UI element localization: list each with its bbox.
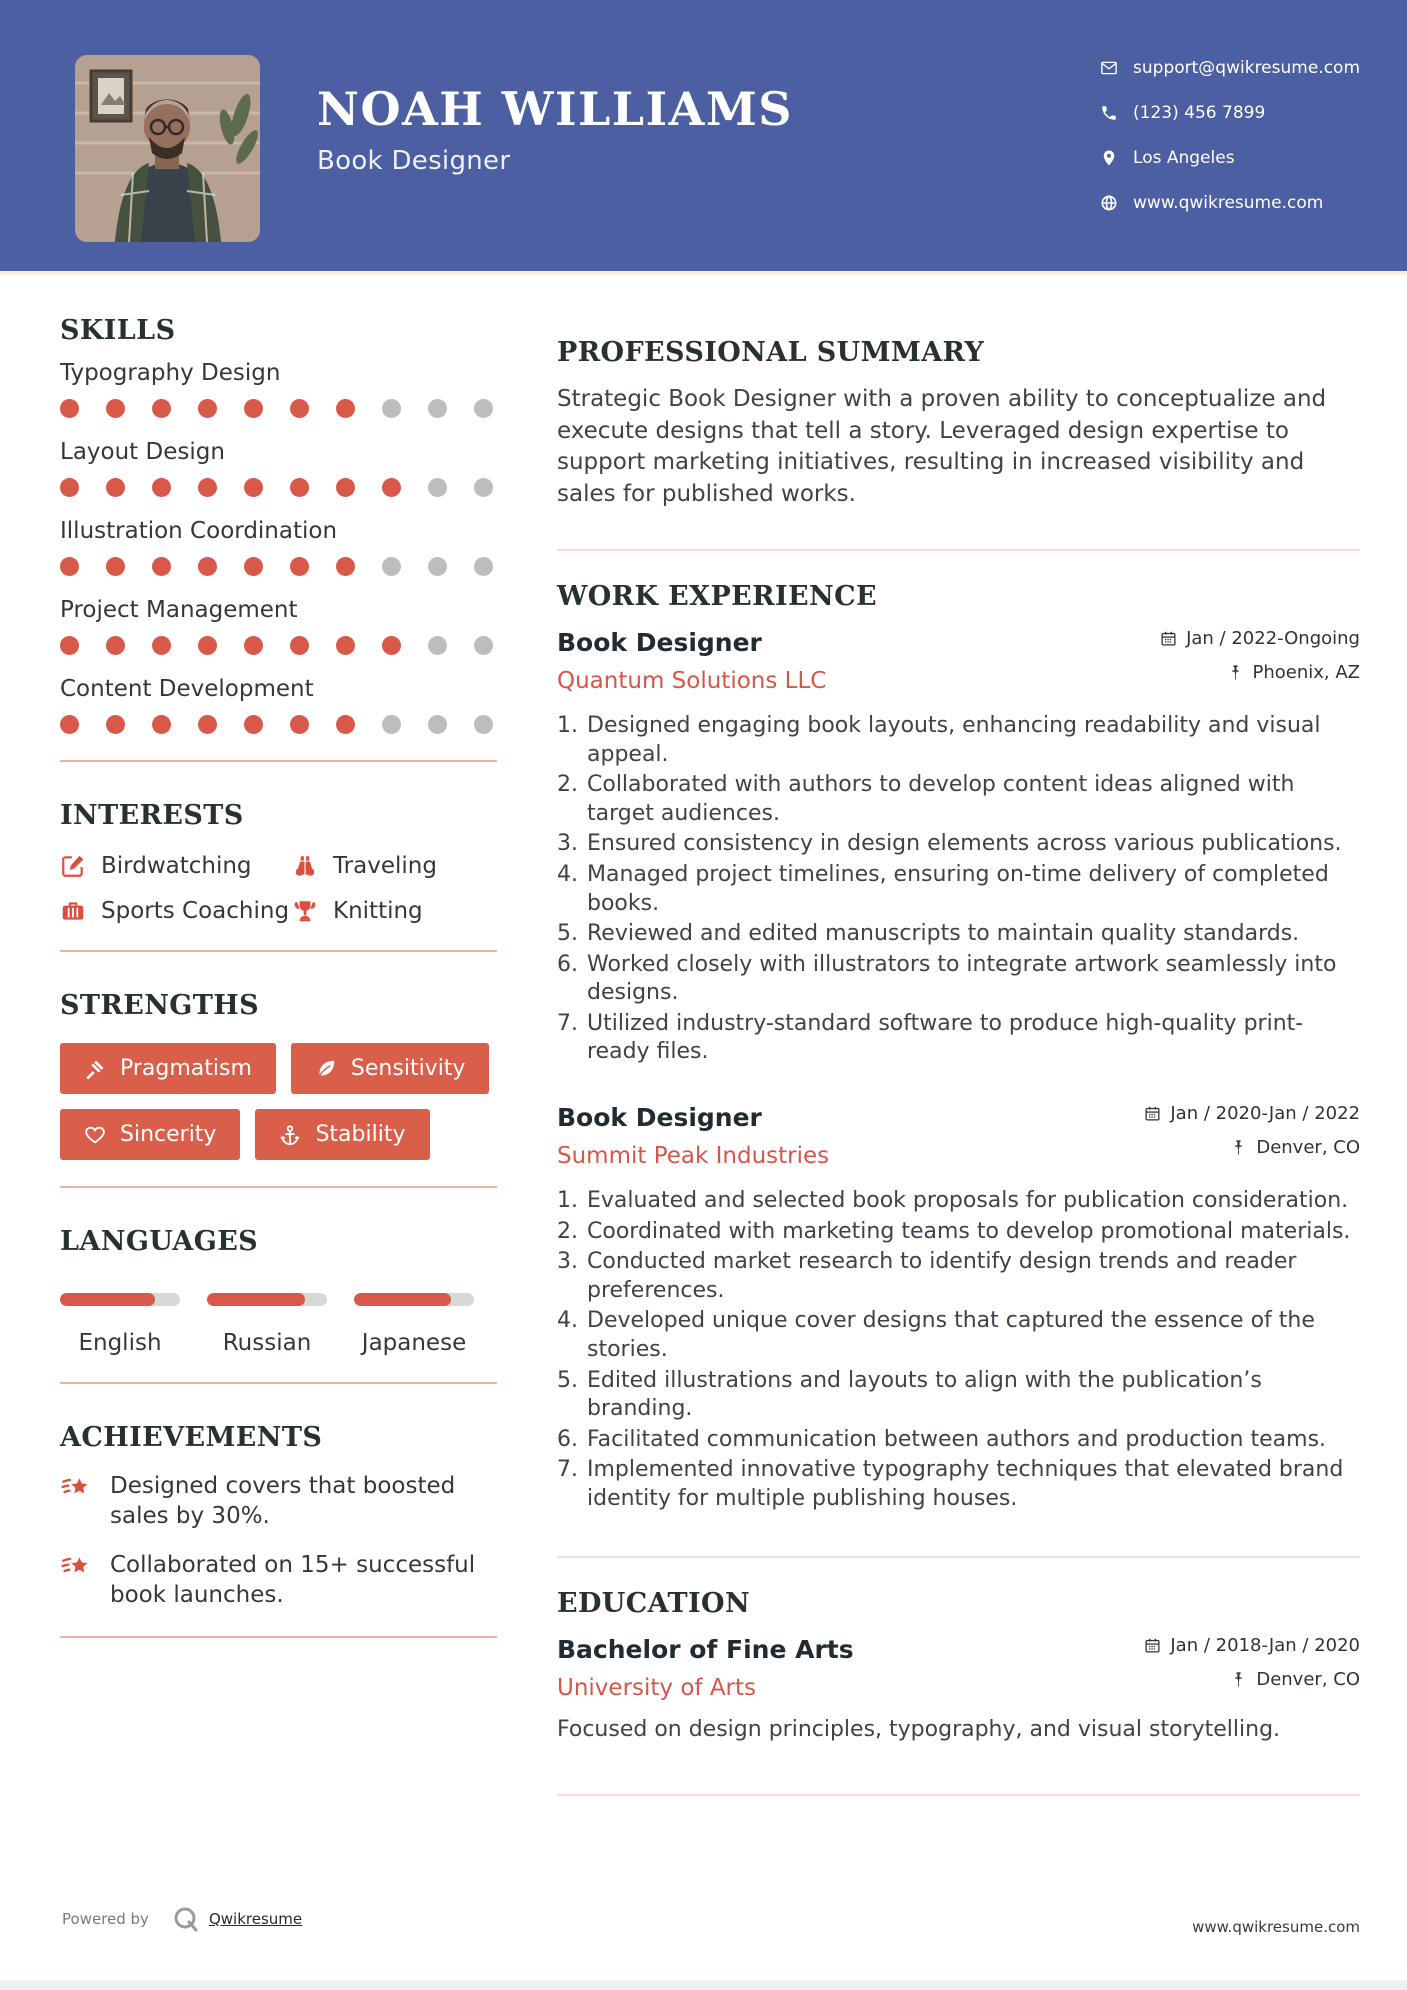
job-duty: Developed unique cover designs that captured the essence of the stories. [587,1308,1315,1363]
language-item [207,1293,327,1356]
interest-label: Sports Coaching [101,898,290,924]
rating-dot-filled [244,557,263,576]
job-dates [1160,628,1360,649]
education-degree: Bachelor of Fine Arts [557,1634,854,1664]
strength-badge-sincerity [60,1109,240,1160]
left-column [60,315,497,1826]
pushpin-icon [1227,664,1244,681]
rating-dot-filled [336,399,355,418]
leaf-icon [315,1058,337,1080]
education-section [557,1588,1360,1742]
skill-item [60,676,497,734]
qwikresume-logo-icon [173,1906,199,1932]
rating-dot-filled [336,715,355,734]
language-progress-fill [207,1293,305,1306]
interest-label: Traveling [333,853,437,879]
rating-dot-empty [428,399,447,418]
job-header [557,628,1360,694]
binoculars-icon [292,853,318,879]
strength-badge-stability [255,1109,429,1160]
rating-dot-filled [60,399,79,418]
job-meta [1160,628,1360,694]
rating-dot-filled [290,399,309,418]
education-location [1144,1669,1360,1690]
divider [60,760,497,762]
rating-dot-filled [152,399,171,418]
strength-label: Pragmatism [120,1056,252,1081]
divider [557,549,1360,551]
person-name: NOAH WILLIAMS [317,82,793,136]
rating-dot-filled [152,478,171,497]
rating-dot-filled [106,478,125,497]
skill-label: Illustration Coordination [60,518,338,544]
interests-section [60,800,497,924]
contact-location-value: Los Angeles [1133,148,1235,168]
job-duty: Edited illustrations and layouts to align with the publication’s branding. [587,1367,1262,1422]
rating-dot-filled [244,636,263,655]
rating-dot-empty [474,636,493,655]
rating-dot-empty [428,636,447,655]
rating-dot-filled [382,478,401,497]
rating-dot-filled [106,399,125,418]
job-duty: Designed engaging book layouts, enhancing readability and visual appeal. [587,712,1321,767]
footer-branding [62,1906,302,1932]
skill-rating-dots [60,636,497,655]
job-duty: Conducted market research to identify design trends and reader preferences. [587,1249,1297,1303]
calendar-icon [1144,1637,1161,1654]
rating-dot-filled [152,636,171,655]
trophy-icon [292,898,318,924]
job-location-text: Phoenix, AZ [1252,661,1360,683]
rating-dot-filled [152,557,171,576]
job-location [1160,662,1360,683]
location-pin-icon [1100,149,1118,167]
rating-dot-filled [106,636,125,655]
rating-dot-empty [474,399,493,418]
contact-list [1100,58,1360,213]
job-meta [1144,1103,1360,1169]
job-entry [557,628,1360,1067]
contact-website [1100,193,1360,213]
job-header [557,1103,1360,1169]
language-label: Russian [222,1330,312,1356]
contact-phone [1100,103,1360,123]
job-date-text: Jan / 2020-Jan / 2022 [1170,1103,1360,1125]
rating-dot-filled [198,715,217,734]
rating-dot-empty [474,715,493,734]
rating-dot-filled [244,399,263,418]
skills-section [60,315,497,734]
globe-icon [1100,194,1118,212]
job-duty: Implemented innovative typography techniques that elevated brand identity for multiple publishing houses. [587,1457,1344,1511]
language-item [60,1293,180,1356]
contact-location [1100,148,1360,168]
identity-block [317,82,793,176]
achievements-section [60,1422,497,1610]
interest-item [292,898,497,924]
languages-section [60,1226,497,1356]
rating-dot-filled [60,715,79,734]
languages-heading: LANGUAGES [60,1226,259,1257]
powered-by-label: Powered by [62,1910,149,1928]
education-heading: EDUCATION [557,1587,751,1619]
interests-heading: INTERESTS [60,800,244,831]
job-location-text: Denver, CO [1256,1137,1360,1159]
rating-dot-filled [106,557,125,576]
skill-label: Typography Design [60,360,281,386]
shooting-star-icon [60,1552,92,1584]
job-duties-list [557,1187,1360,1514]
job-location [1144,1137,1360,1158]
achievements-heading: ACHIEVEMENTS [60,1422,323,1453]
main-content [0,275,1407,1826]
divider [60,1636,497,1638]
skill-label: Content Development [60,676,314,702]
language-progress-track [354,1293,474,1306]
rating-dot-filled [336,478,355,497]
rating-dot-filled [290,636,309,655]
divider [60,1186,497,1188]
rating-dot-filled [382,636,401,655]
education-location-text: Denver, CO [1256,1668,1360,1690]
strength-label: Stability [315,1122,406,1147]
job-duty: Evaluated and selected book proposals for publication consideration. [587,1188,1349,1214]
interest-item [292,853,497,879]
job-dates [1144,1103,1360,1124]
skills-heading: SKILLS [60,315,176,346]
job-title: Book Designer [557,627,762,657]
calendar-icon [1160,630,1177,647]
pushpin-icon [1230,1671,1247,1688]
experience-section [557,581,1360,1514]
job-duty: Utilized industry-standard software to produce high-quality print-ready files. [587,1010,1304,1065]
language-progress-fill [60,1293,155,1306]
rating-dot-filled [244,478,263,497]
rating-dot-empty [474,557,493,576]
profile-photo-art [75,55,260,242]
skill-rating-dots [60,478,497,497]
achievement-text: Collaborated on 15+ successful book launches. [110,1551,476,1609]
envelope-icon [1100,59,1118,77]
rating-dot-empty [428,715,447,734]
summary-text: Strategic Book Designer with a proven ability to conceptualize and execute designs that tell a story. Leveraged design expertise to support marketing initiatives, resulting in increased visibility and sales for published works. [557,386,1327,508]
skill-label: Layout Design [60,439,225,465]
language-progress-fill [354,1293,451,1306]
rating-dot-filled [198,636,217,655]
skill-rating-dots [60,557,497,576]
rating-dot-empty [428,557,447,576]
rating-dot-empty [474,478,493,497]
job-duty: Ensured consistency in design elements across various publications. [587,831,1342,857]
page-bottom-edge [0,1980,1407,1990]
divider [60,950,497,952]
contact-email-value: support@qwikresume.com [1133,58,1360,78]
rating-dot-filled [60,636,79,655]
language-label: Japanese [361,1330,467,1356]
phone-icon [1100,104,1118,122]
rating-dot-filled [60,557,79,576]
job-duty: Coordinated with marketing teams to develop promotional materials. [587,1218,1351,1244]
strengths-list [60,1043,497,1160]
qwikresume-link[interactable]: Qwikresume [208,1910,303,1928]
job-company: Quantum Solutions LLC [557,667,827,694]
strength-label: Sensitivity [350,1056,466,1081]
job-duty: Worked closely with illustrators to integrate artwork seamlessly into designs. [587,951,1337,1006]
strengths-section [60,990,497,1160]
skill-item [60,518,497,576]
contact-phone-value: (123) 456 7899 [1133,103,1266,123]
skill-item [60,439,497,497]
language-item [354,1293,474,1356]
profile-photo [75,55,260,242]
education-header [557,1635,1360,1701]
skill-rating-dots [60,399,497,418]
header [0,0,1407,275]
education-school: University of Arts [557,1674,757,1701]
job-duty: Collaborated with authors to develop content ideas aligned with target audiences. [587,772,1295,826]
rating-dot-filled [336,636,355,655]
divider [60,1382,497,1384]
strength-badge-sensitivity [291,1043,490,1094]
summary-section [557,337,1360,511]
interest-label: Birdwatching [101,853,252,879]
job-entry [557,1103,1360,1514]
rating-dot-empty [382,715,401,734]
skill-rating-dots [60,715,497,734]
language-progress-track [207,1293,327,1306]
achievement-item [60,1550,497,1611]
rating-dot-filled [290,478,309,497]
footer-website: www.qwikresume.com [1192,1918,1360,1936]
rating-dot-filled [198,557,217,576]
right-column [557,315,1360,1826]
rating-dot-filled [290,715,309,734]
rating-dot-filled [198,478,217,497]
interest-item [60,898,292,924]
edit-pen-icon [60,853,86,879]
rating-dot-filled [60,478,79,497]
gavel-icon [84,1058,106,1080]
divider [557,1556,1360,1558]
job-duty: Reviewed and edited manuscripts to maintain quality standards. [587,921,1300,947]
rating-dot-empty [428,478,447,497]
pushpin-icon [1230,1139,1247,1156]
rating-dot-filled [336,557,355,576]
rating-dot-empty [382,399,401,418]
rating-dot-empty [382,557,401,576]
job-duties-list [557,712,1360,1067]
rating-dot-filled [106,715,125,734]
experience-heading: WORK EXPERIENCE [557,580,877,612]
education-meta [1144,1635,1360,1701]
education-entry [557,1635,1360,1742]
calendar-icon [1144,1105,1161,1122]
skill-item [60,360,497,418]
interests-grid [60,853,497,924]
strength-label: Sincerity [120,1122,217,1147]
interest-label: Knitting [333,898,423,924]
education-note: Focused on design principles, typography, and visual storytelling. [557,1716,1281,1742]
language-label: English [78,1330,162,1356]
divider [557,1794,1360,1796]
strength-badge-pragmatism [60,1043,276,1094]
job-company: Summit Peak Industries [557,1143,830,1170]
summary-heading: PROFESSIONAL SUMMARY [557,337,985,368]
education-dates [1144,1635,1360,1656]
anchor-icon [279,1124,301,1146]
education-date-text: Jan / 2018-Jan / 2020 [1170,1634,1360,1656]
skill-item [60,597,497,655]
job-date-text: Jan / 2022-Ongoing [1186,627,1360,649]
rating-dot-filled [244,715,263,734]
heart-icon [84,1124,106,1146]
person-job-title: Book Designer [317,146,511,176]
strengths-heading: STRENGTHS [60,990,260,1021]
skill-label: Project Management [60,597,298,623]
achievement-text: Designed covers that boosted sales by 30%. [110,1473,456,1530]
contact-website-value: www.qwikresume.com [1133,193,1324,213]
contact-email [1100,58,1360,78]
job-duty: Managed project timelines, ensuring on-time delivery of completed books. [587,861,1329,916]
shooting-star-icon [60,1473,92,1505]
rating-dot-filled [198,399,217,418]
briefcase-icon [60,898,86,924]
languages-list [60,1293,497,1356]
interest-item [60,853,292,879]
job-duty: Facilitated communication between authors and production teams. [587,1426,1327,1452]
language-progress-track [60,1293,180,1306]
achievement-item [60,1471,497,1532]
job-title: Book Designer [557,1103,762,1133]
rating-dot-filled [152,715,171,734]
rating-dot-filled [290,557,309,576]
